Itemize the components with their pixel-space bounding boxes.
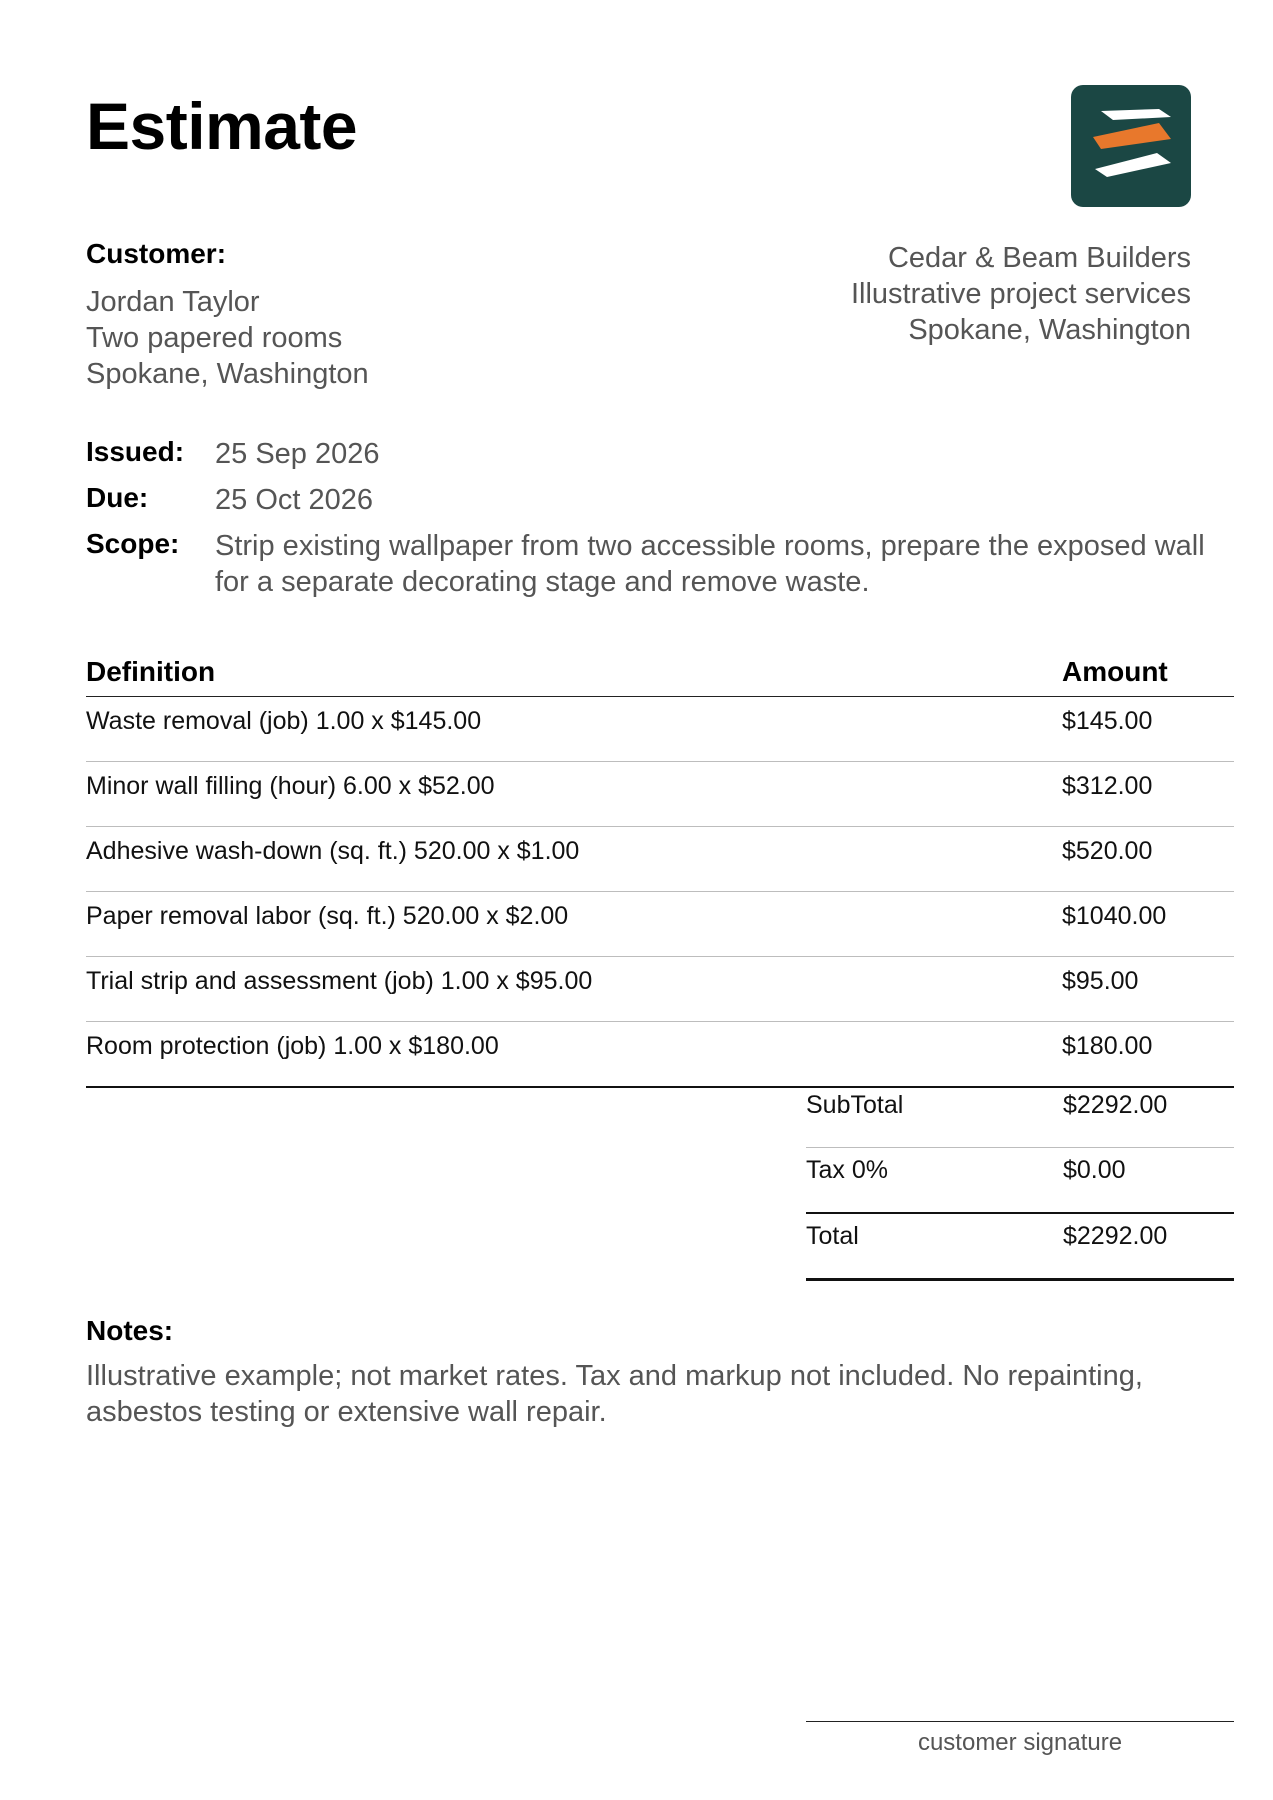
issued-row xyxy=(86,436,1225,472)
signature-label: customer signature xyxy=(917,1729,1123,1756)
tax-row xyxy=(806,1148,1234,1214)
notes-text: Illustrative example; not market rates. Tax and markup not included. No repainting, asbestos testing or extensive wall repair. xyxy=(86,1360,1143,1428)
table-row xyxy=(86,827,1234,892)
table-row xyxy=(86,957,1234,1022)
table-row xyxy=(86,1022,1234,1088)
item-definition: Adhesive wash-down (sq. ft.) 520.00 x $1.00 xyxy=(86,837,580,865)
table-row xyxy=(86,697,1234,762)
column-header-definition: Definition xyxy=(86,656,216,687)
totals-block xyxy=(806,1083,1234,1281)
table-row xyxy=(86,762,1234,827)
notes-label: Notes: xyxy=(86,1315,174,1346)
item-amount: $312.00 xyxy=(1062,772,1153,800)
subtotal-row xyxy=(806,1083,1234,1148)
total-row xyxy=(806,1214,1234,1281)
item-definition: Room protection (job) 1.00 x $180.00 xyxy=(86,1032,499,1060)
tax-value: $0.00 xyxy=(1063,1156,1126,1184)
item-amount: $520.00 xyxy=(1062,837,1153,865)
issued-date: 25 Sep 2026 xyxy=(215,438,380,470)
customer-location: Spokane, Washington xyxy=(86,358,369,390)
due-label: Due: xyxy=(86,482,149,513)
table-row xyxy=(86,892,1234,957)
subtotal-label: SubTotal xyxy=(806,1091,904,1119)
layered-planks-logo-icon xyxy=(1071,85,1191,207)
total-label: Total xyxy=(806,1222,859,1250)
customer-label: Customer: xyxy=(86,238,227,269)
company-name: Cedar & Beam Builders xyxy=(887,242,1191,274)
due-row xyxy=(86,482,1225,518)
scope-row xyxy=(86,528,1225,600)
table-header xyxy=(86,650,1234,697)
company-location: Spokane, Washington xyxy=(908,314,1191,346)
item-amount: $180.00 xyxy=(1062,1032,1153,1060)
signature-line xyxy=(806,1721,1234,1722)
item-amount: $95.00 xyxy=(1062,967,1139,995)
item-definition: Waste removal (job) 1.00 x $145.00 xyxy=(86,707,482,735)
subtotal-value: $2292.00 xyxy=(1063,1091,1168,1119)
due-date: 25 Oct 2026 xyxy=(215,484,373,516)
issued-label: Issued: xyxy=(86,436,185,467)
scope-text: Strip existing wallpaper from two accessible rooms, prepare the exposed wall for a separate decorating stage and remove waste. xyxy=(215,530,1205,598)
company-tagline: Illustrative project services xyxy=(850,278,1191,310)
line-items-table xyxy=(86,650,1234,1088)
document-title: Estimate xyxy=(86,89,358,163)
item-definition: Trial strip and assessment (job) 1.00 x $95.00 xyxy=(86,967,593,995)
item-amount: $1040.00 xyxy=(1062,902,1167,930)
customer-name: Jordan Taylor xyxy=(86,286,260,318)
item-amount: $145.00 xyxy=(1062,707,1153,735)
scope-label: Scope: xyxy=(86,528,180,559)
column-header-amount: Amount xyxy=(1062,656,1168,687)
customer-project: Two papered rooms xyxy=(86,322,343,354)
total-value: $2292.00 xyxy=(1063,1222,1168,1250)
customer-address-block xyxy=(86,284,369,392)
tax-label: Tax 0% xyxy=(806,1156,888,1184)
item-definition: Minor wall filling (hour) 6.00 x $52.00 xyxy=(86,772,495,800)
item-definition: Paper removal labor (sq. ft.) 520.00 x $2.00 xyxy=(86,902,569,930)
company-address-block xyxy=(851,240,1191,348)
